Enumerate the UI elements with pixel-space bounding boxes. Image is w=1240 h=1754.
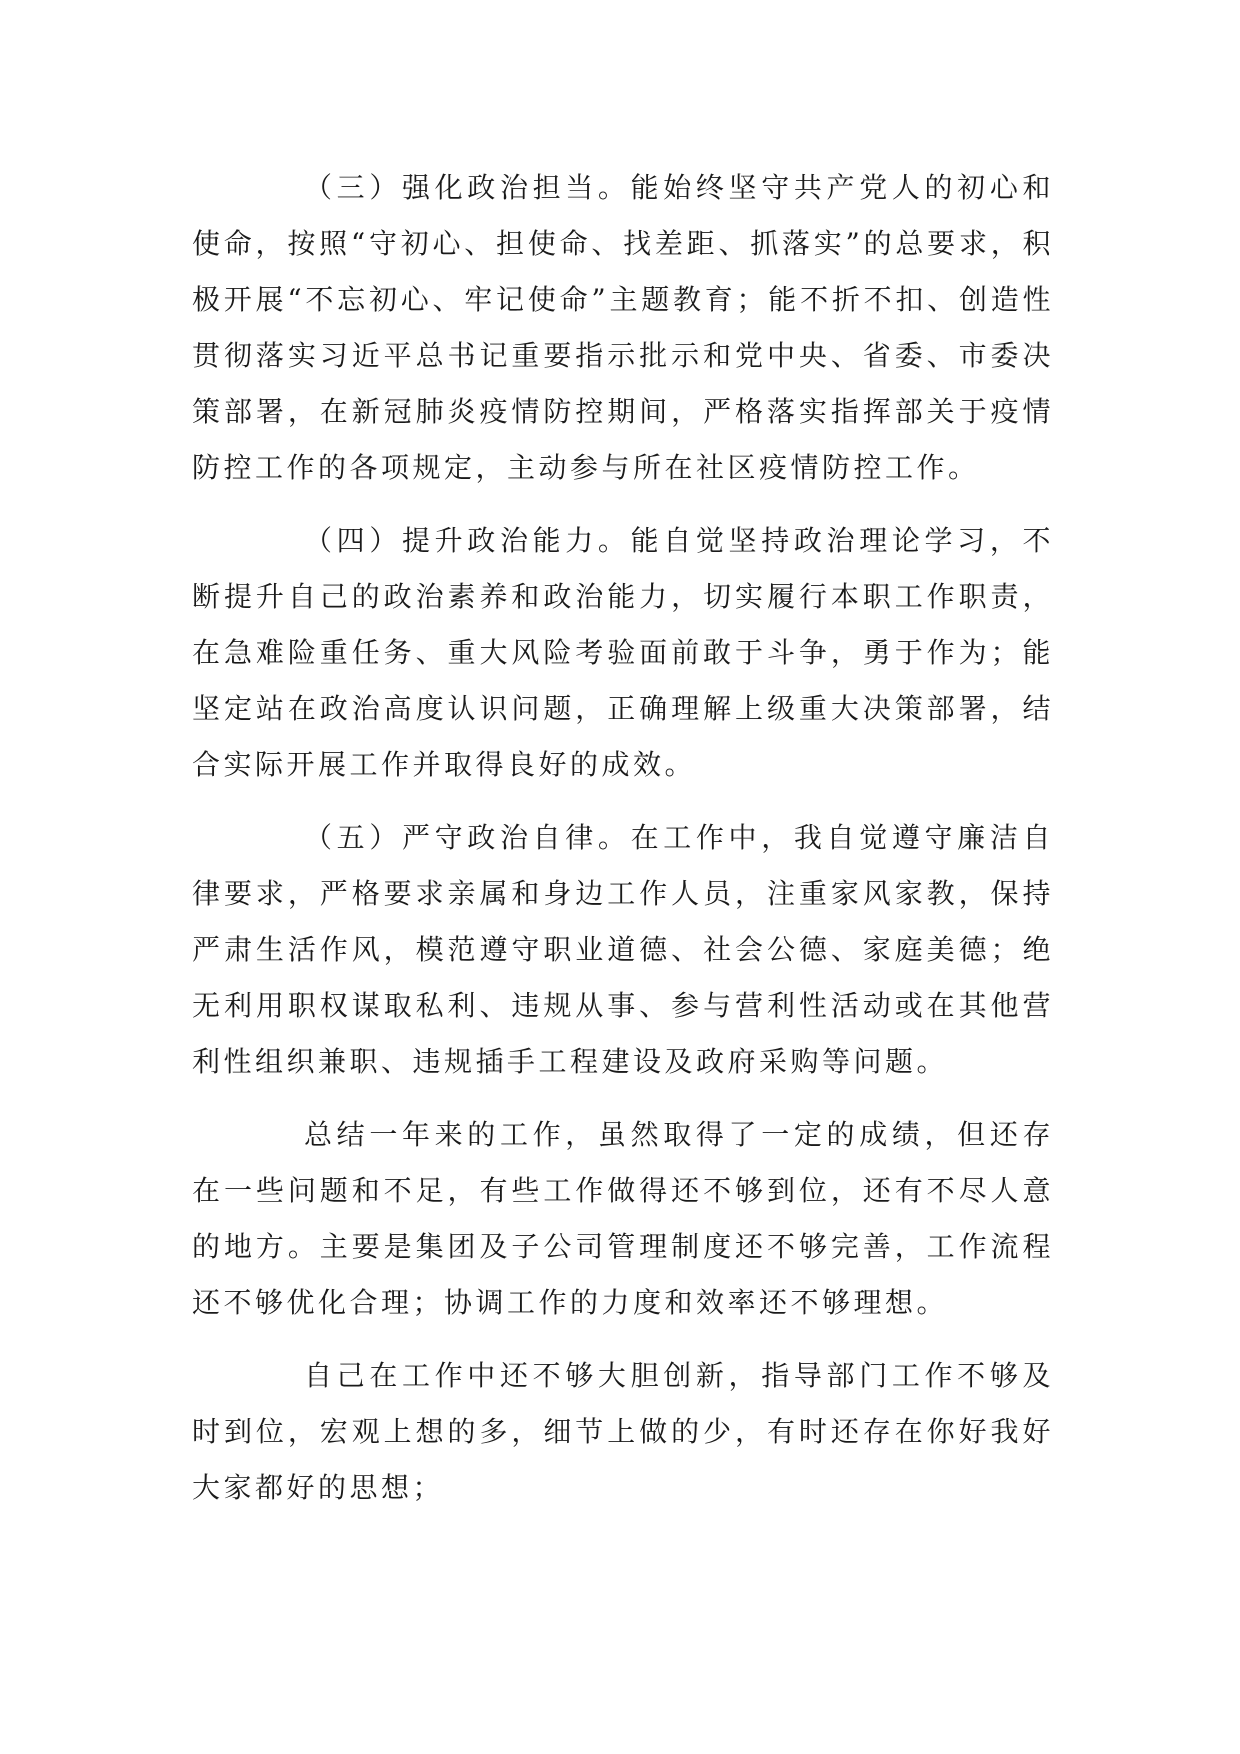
- paragraph-political-responsibility: （三）强化政治担当。能始终坚守共产党人的初心和使命，按照“守初心、担使命、找差距、抓落实”的总要求，积极开展“不忘初心、牢记使命”主题教育；能不折不扣、创造性贯彻落实习近平总书记重要指示批示和党中央、省委、市委决策部署，在新冠肺炎疫情防控期间，严格落实指挥部关于疫情防控工作的各项规定，主动参与所在社区疫情防控工作。: [192, 171, 1054, 484]
- paragraph-political-discipline: （五）严守政治自律。在工作中，我自觉遵守廉洁自律要求，严格要求亲属和身边工作人员，注重家风家教，保持严肃生活作风，模范遵守职业道德、社会公德、家庭美德；绝无利用职权谋取私利、违规从事、参与营利性活动或在其他营利性组织兼职、违规插手工程建设及政府采购等问题。: [192, 821, 1054, 1078]
- document-body: [192, 160, 1054, 1533]
- paragraph-self-reflection: 自己在工作中还不够大胆创新，指导部门工作不够及时到位，宏观上想的多，细节上做的少，有时还存在你好我好大家都好的思想；: [192, 1359, 1054, 1504]
- paragraph-summary-shortcomings: 总结一年来的工作，虽然取得了一定的成绩，但还存在一些问题和不足，有些工作做得还不够到位，还有不尽人意的地方。主要是集团及子公司管理制度还不够完善，工作流程还不够优化合理；协调工作的力度和效率还不够理想。: [192, 1118, 1054, 1319]
- paragraph-political-ability: （四）提升政治能力。能自觉坚持政治理论学习，不断提升自己的政治素养和政治能力，切实履行本职工作职责，在急难险重任务、重大风险考验面前敢于斗争，勇于作为；能坚定站在政治高度认识问题，正确理解上级重大决策部署，结合实际开展工作并取得良好的成效。: [192, 524, 1054, 781]
